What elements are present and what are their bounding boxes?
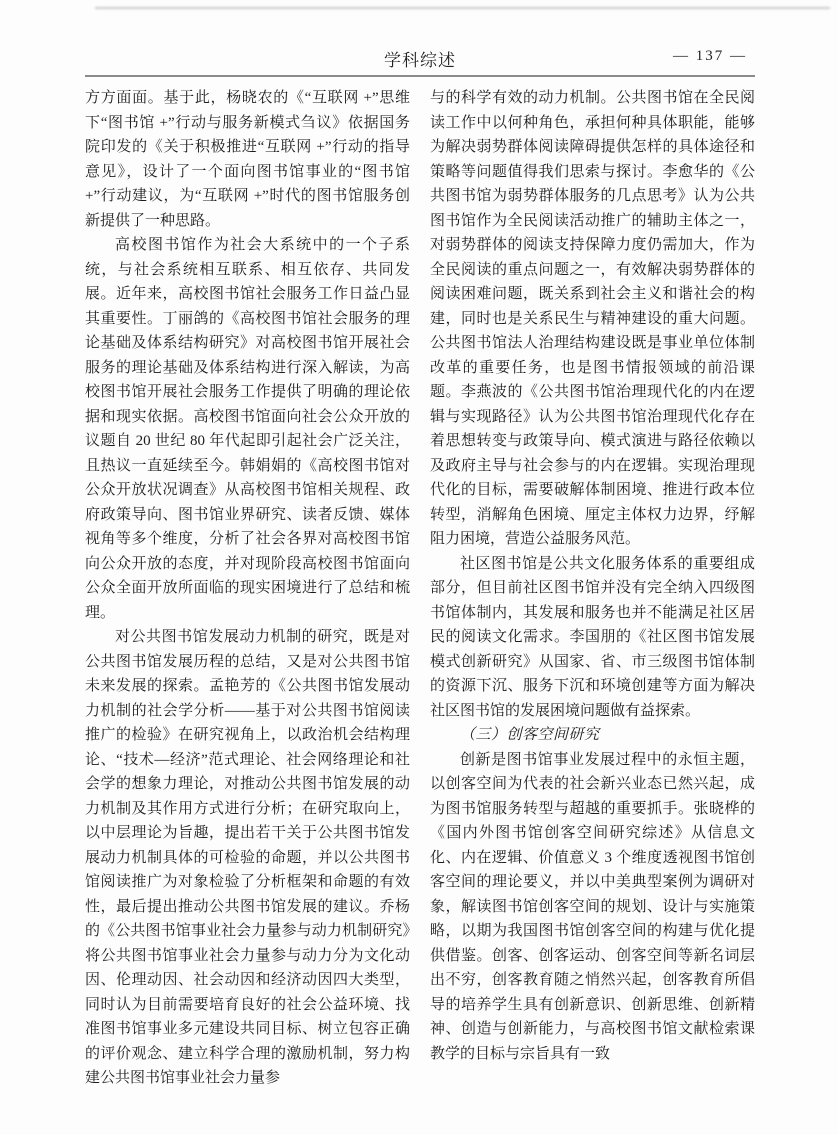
header-rule bbox=[85, 75, 755, 77]
right-column bbox=[430, 86, 755, 1091]
paragraph-continuation: 与的科学有效的动力机制。公共图书馆在全民阅读工作中以何种角色，承担何种具体职能，能够为解决弱势群体阅读障碍提供怎样的具体途径和策略等问题值得我们思索与探讨。李愈华的《公共图书馆为弱势群体服务的几点思考》认为公共图书馆作为全民阅读活动推广的辅助主体之一，对弱势群体的阅读支持保障力度仍需加大，作为全民阅读的重点问题之一，有效解决弱势群体的阅读困难问题，既关系到社会主义和谐社会的构建，同时也是关系民生与精神建设的重大问题。公共图书馆法人治理结构建设既是事业单位体制改革的重要任务，也是图书情报领域的前沿课题。李燕波的《公共图书馆治理现代化的内在逻辑与实现路径》认为公共图书馆治理现代化存在着思想转变与政策导向、模式演进与路径依赖以及政府主导与社会参与的内在逻辑。实现治理现代化的目标，需要破解体制困境、推进行政本位转型，消解角色困境、厘定主体权力边界，纾解阻力困境，营造公益服务风范。 bbox=[430, 90, 755, 547]
paragraph: 高校图书馆作为社会大系统中的一个子系统，与社会系统相互联系、相互依存、共同发展。近年来，高校图书馆社会服务工作日益凸显其重要性。丁丽鸽的《高校图书馆社会服务的理论基础及体系结构研究》对高校图书馆开展社会服务的理论基础及体系结构进行深入解读，为高校图书馆开展社会服务工作提供了明确的理论依据和现实依据。高校图书馆面向社会公众开放的议题自 20 世纪 80 年代起即引起社会广泛关注，且热议一直延续至今。韩娟娟的《高校图书馆对公众开放状况调查》从高校图书馆相关规程、政府政策导向、图书馆业界研究、读者反馈、媒体视角等多个维度，分析了社会各界对高校图书馆向公众开放的态度，并对现阶段高校图书馆面向公众全面开放所面临的现实困境进行了总结和梳理。 bbox=[85, 237, 410, 621]
page-number: — 137 — bbox=[673, 48, 747, 64]
paragraph-continuation: 方方面面。基于此，杨晓农的《“互联网 +”思维下“图书馆 +”行动与服务新模式刍议》依据国务院印发的《关于积极推进“互联网 +”行动的指导意见》，设计了一个面向图书馆事业的“图书馆 +”行动建议，为“互联网 +”时代的图书馆服务创新提供了一种思路。 bbox=[85, 90, 410, 229]
paragraph: 创新是图书馆事业发展过程中的永恒主题，以创客空间为代表的社会新兴业态已然兴起，成为图书馆服务转型与超越的重要抓手。张晓桦的《国内外图书馆创客空间研究综述》从信息文化、内在逻辑、价值意义 3 个维度透视图书馆创客空间的理论要义，并以中美典型案例为调研对象，解读图书馆创客空间的规划、设计与实施策略，以期为我国图书馆创客空间的构建与优化提供借鉴。创客、创客运动、创客空间等新名词层出不穷，创客教育随之悄然兴起，创客教育所倡导的培养学生具有创新意识、创新思维、创新精神、创造与创新能力，与高校图书馆文献检索课教学的目标与宗旨具有一致 bbox=[430, 751, 755, 1062]
running-head-title: 学科综述 bbox=[384, 51, 456, 70]
left-column bbox=[85, 86, 410, 1091]
scan-artifact-line bbox=[95, 7, 830, 9]
page-header bbox=[85, 46, 755, 70]
article-body bbox=[85, 86, 755, 1091]
subsection-heading: （三）创客空间研究 bbox=[460, 727, 600, 743]
paragraph: 社区图书馆是公共文化服务体系的重要组成部分，但目前社区图书馆并没有完全纳入四级图书馆体制内，其发展和服务也并不能满足社区居民的阅读文化需求。李国朋的《社区图书馆发展模式创新研究》从国家、省、市三级图书馆体制的资源下沉、服务下沉和环境创建等方面为解决社区图书馆的发展困境问题做有益探索。 bbox=[430, 555, 755, 719]
paragraph: 对公共图书馆发展动力机制的研究，既是对公共图书馆发展历程的总结，又是对公共图书馆未来发展的探索。孟艳芳的《公共图书馆发展动力机制的社会学分析——基于对公共图书馆阅读推广的检验》在研究视角上，以政治机会结构理论、“技术—经济”范式理论、社会网络理论和社会学的想象力理论，对推动公共图书馆发展的动力机制及其作用方式进行分析；在研究取向上，以中层理论为旨趣，提出若干关于公共图书馆发展动力机制具体的可检验的命题，并以公共图书馆阅读推广为对象检验了分析框架和命题的有效性，最后提出推动公共图书馆发展的建议。乔杨的《公共图书馆事业社会力量参与动力机制研究》将公共图书馆事业社会力量参与动力分为文化动因、伦理动因、社会动因和经济动因四大类型，同时认为目前需要培育良好的社会公益环境、找准图书馆事业多元建设共同目标、树立包容正确的评价观念、建立科学合理的激励机制，努力构建公共图书馆事业社会力量参 bbox=[85, 629, 410, 1086]
